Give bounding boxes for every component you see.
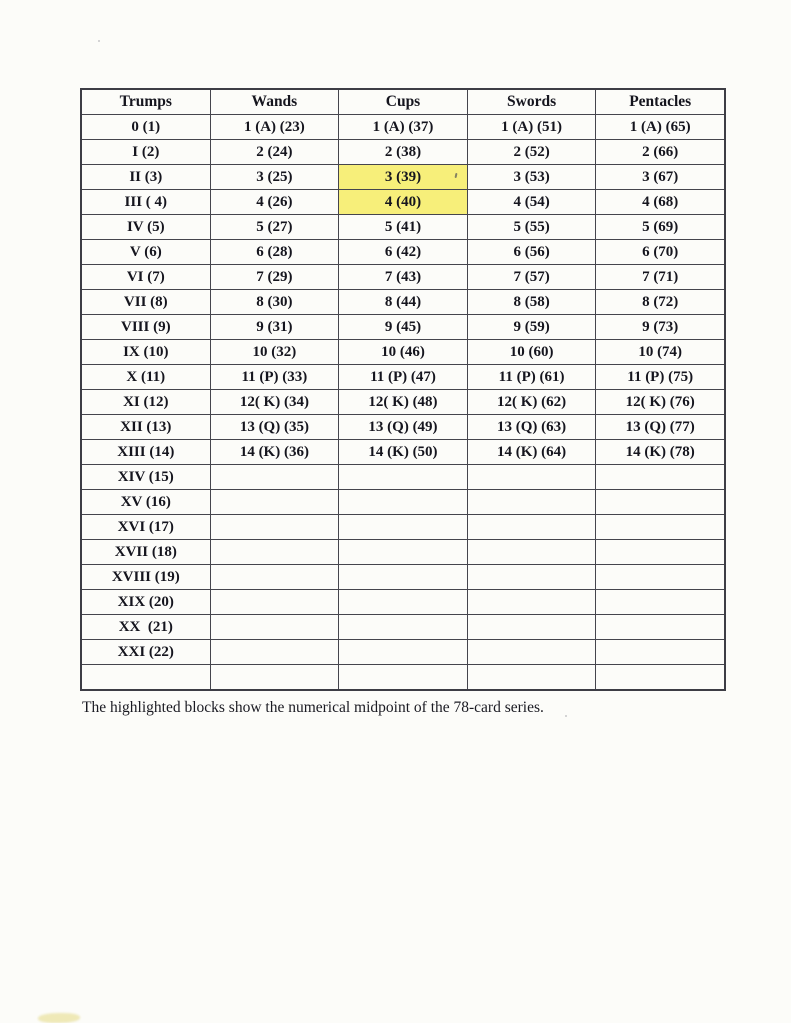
table-cell-empty bbox=[339, 540, 468, 565]
table-cell-empty bbox=[339, 640, 468, 665]
table-row bbox=[81, 590, 725, 615]
table-cell: 7 (57) bbox=[467, 265, 596, 290]
table-cell: 1 (A) (37) bbox=[339, 115, 468, 140]
table-caption: The highlighted blocks show the numerical midpoint of the 78-card series. bbox=[82, 699, 544, 716]
column-header: Swords bbox=[467, 89, 596, 115]
table-cell: V (6) bbox=[81, 240, 210, 265]
table-row bbox=[81, 615, 725, 640]
table-cell: 10 (32) bbox=[210, 340, 339, 365]
table-cell: XXI (22) bbox=[81, 640, 210, 665]
table-cell-empty bbox=[339, 615, 468, 640]
table-cell-empty bbox=[339, 490, 468, 515]
table-cell: 11 (P) (33) bbox=[210, 365, 339, 390]
table-cell: 2 (66) bbox=[596, 140, 725, 165]
table-cell-empty bbox=[210, 490, 339, 515]
table-cell: 5 (55) bbox=[467, 215, 596, 240]
column-header: Trumps bbox=[81, 89, 210, 115]
table-cell: VIII (9) bbox=[81, 315, 210, 340]
table-cell: VII (8) bbox=[81, 290, 210, 315]
table-body bbox=[81, 115, 725, 691]
table-cell-empty bbox=[467, 590, 596, 615]
table-cell-empty bbox=[467, 490, 596, 515]
table-cell: 5 (41) bbox=[339, 215, 468, 240]
table-cell-empty bbox=[210, 640, 339, 665]
table-cell: X (11) bbox=[81, 365, 210, 390]
table-cell-empty bbox=[596, 590, 725, 615]
table-cell: 7 (43) bbox=[339, 265, 468, 290]
table-cell-empty bbox=[210, 565, 339, 590]
table-cell: XI (12) bbox=[81, 390, 210, 415]
table-cell-empty bbox=[596, 540, 725, 565]
scan-speck bbox=[98, 40, 100, 42]
scan-smudge bbox=[38, 1013, 80, 1023]
table-cell-highlighted: 3 (39) bbox=[339, 165, 468, 190]
table-cell-empty bbox=[467, 465, 596, 490]
table-cell: 2 (52) bbox=[467, 140, 596, 165]
table-cell: 11 (P) (75) bbox=[596, 365, 725, 390]
table-cell: 12( K) (76) bbox=[596, 390, 725, 415]
table-cell-empty bbox=[467, 540, 596, 565]
table-cell-empty bbox=[467, 615, 596, 640]
table-cell: 4 (54) bbox=[467, 190, 596, 215]
table-cell: 4 (68) bbox=[596, 190, 725, 215]
column-header: Wands bbox=[210, 89, 339, 115]
table-cell-empty bbox=[467, 565, 596, 590]
table-cell: 5 (69) bbox=[596, 215, 725, 240]
table-cell: 13 (Q) (77) bbox=[596, 415, 725, 440]
table-head bbox=[81, 89, 725, 115]
table-cell: 6 (70) bbox=[596, 240, 725, 265]
table-cell: 5 (27) bbox=[210, 215, 339, 240]
table-cell: XV (16) bbox=[81, 490, 210, 515]
table-cell: 12( K) (34) bbox=[210, 390, 339, 415]
table-cell-empty bbox=[596, 615, 725, 640]
table-header-row bbox=[81, 89, 725, 115]
table-cell: 12( K) (62) bbox=[467, 390, 596, 415]
table-cell: 13 (Q) (35) bbox=[210, 415, 339, 440]
table-cell: 14 (K) (36) bbox=[210, 440, 339, 465]
table-row bbox=[81, 290, 725, 315]
table-cell: 2 (24) bbox=[210, 140, 339, 165]
table-cell-empty bbox=[596, 465, 725, 490]
table-row bbox=[81, 340, 725, 365]
table-cell-empty bbox=[596, 565, 725, 590]
scan-speck bbox=[565, 715, 567, 717]
table-cell: 8 (58) bbox=[467, 290, 596, 315]
table-cell: 3 (67) bbox=[596, 165, 725, 190]
table-cell: XVIII (19) bbox=[81, 565, 210, 590]
table-cell-empty bbox=[596, 640, 725, 665]
column-header: Pentacles bbox=[596, 89, 725, 115]
table-cell-empty bbox=[596, 490, 725, 515]
table-cell: XIX (20) bbox=[81, 590, 210, 615]
table-cell: 3 (25) bbox=[210, 165, 339, 190]
table-cell: 9 (73) bbox=[596, 315, 725, 340]
table-cell: 6 (56) bbox=[467, 240, 596, 265]
table-cell: XII (13) bbox=[81, 415, 210, 440]
table-cell-empty bbox=[210, 590, 339, 615]
table-cell-empty bbox=[596, 515, 725, 540]
table-cell-empty bbox=[339, 590, 468, 615]
table-cell: XVII (18) bbox=[81, 540, 210, 565]
table-cell: 14 (K) (64) bbox=[467, 440, 596, 465]
table-cell-empty bbox=[210, 515, 339, 540]
table-cell-empty bbox=[81, 665, 210, 691]
column-header: Cups bbox=[339, 89, 468, 115]
table-cell: XX (21) bbox=[81, 615, 210, 640]
table-row bbox=[81, 515, 725, 540]
table-cell-empty bbox=[210, 465, 339, 490]
table-row bbox=[81, 390, 725, 415]
table-row bbox=[81, 640, 725, 665]
table-cell: 6 (42) bbox=[339, 240, 468, 265]
table-cell: 9 (31) bbox=[210, 315, 339, 340]
table-cell-empty bbox=[467, 515, 596, 540]
table-cell: 2 (38) bbox=[339, 140, 468, 165]
table-cell-empty bbox=[210, 665, 339, 691]
table-row bbox=[81, 365, 725, 390]
table-cell: 7 (29) bbox=[210, 265, 339, 290]
table-cell: 10 (46) bbox=[339, 340, 468, 365]
table-cell: 0 (1) bbox=[81, 115, 210, 140]
table-row bbox=[81, 490, 725, 515]
table-cell: 8 (72) bbox=[596, 290, 725, 315]
table-cell-highlighted: 4 (40) bbox=[339, 190, 468, 215]
table-cell: 14 (K) (78) bbox=[596, 440, 725, 465]
table-row bbox=[81, 315, 725, 340]
table-row bbox=[81, 115, 725, 140]
table-row bbox=[81, 215, 725, 240]
table-cell: 9 (59) bbox=[467, 315, 596, 340]
table-cell: 3 (53) bbox=[467, 165, 596, 190]
table-row bbox=[81, 265, 725, 290]
table-cell: XIV (15) bbox=[81, 465, 210, 490]
table-cell-empty bbox=[339, 515, 468, 540]
table-cell-empty bbox=[339, 665, 468, 691]
tarot-card-table bbox=[80, 88, 726, 691]
table-row bbox=[81, 190, 725, 215]
table-cell: 1 (A) (65) bbox=[596, 115, 725, 140]
table-row bbox=[81, 565, 725, 590]
table-row bbox=[81, 465, 725, 490]
table-cell-empty bbox=[467, 640, 596, 665]
table-cell: 10 (60) bbox=[467, 340, 596, 365]
table-row bbox=[81, 165, 725, 190]
table-cell: XVI (17) bbox=[81, 515, 210, 540]
table-cell: 9 (45) bbox=[339, 315, 468, 340]
table-cell: 11 (P) (61) bbox=[467, 365, 596, 390]
table-row bbox=[81, 440, 725, 465]
table-cell-empty bbox=[210, 615, 339, 640]
table-cell: II (3) bbox=[81, 165, 210, 190]
table-cell: 8 (44) bbox=[339, 290, 468, 315]
table-cell-empty bbox=[339, 565, 468, 590]
table-cell: XIII (14) bbox=[81, 440, 210, 465]
table-cell-empty bbox=[339, 465, 468, 490]
table-cell: IV (5) bbox=[81, 215, 210, 240]
table-row bbox=[81, 240, 725, 265]
table-cell: 6 (28) bbox=[210, 240, 339, 265]
table-cell: 11 (P) (47) bbox=[339, 365, 468, 390]
table-cell: 7 (71) bbox=[596, 265, 725, 290]
table-cell: 13 (Q) (63) bbox=[467, 415, 596, 440]
table-row bbox=[81, 540, 725, 565]
table-cell: 12( K) (48) bbox=[339, 390, 468, 415]
table-row bbox=[81, 140, 725, 165]
table-cell-empty bbox=[596, 665, 725, 691]
table-row bbox=[81, 415, 725, 440]
table-cell-empty bbox=[467, 665, 596, 691]
table-cell: 8 (30) bbox=[210, 290, 339, 315]
table-cell: 1 (A) (23) bbox=[210, 115, 339, 140]
table-cell: VI (7) bbox=[81, 265, 210, 290]
table-cell: IX (10) bbox=[81, 340, 210, 365]
table-row bbox=[81, 665, 725, 691]
table-cell: I (2) bbox=[81, 140, 210, 165]
table-cell: III ( 4) bbox=[81, 190, 210, 215]
table-cell: 13 (Q) (49) bbox=[339, 415, 468, 440]
table-cell-empty bbox=[210, 540, 339, 565]
table-cell: 10 (74) bbox=[596, 340, 725, 365]
table-cell: 14 (K) (50) bbox=[339, 440, 468, 465]
table-cell: 1 (A) (51) bbox=[467, 115, 596, 140]
table-cell: 4 (26) bbox=[210, 190, 339, 215]
